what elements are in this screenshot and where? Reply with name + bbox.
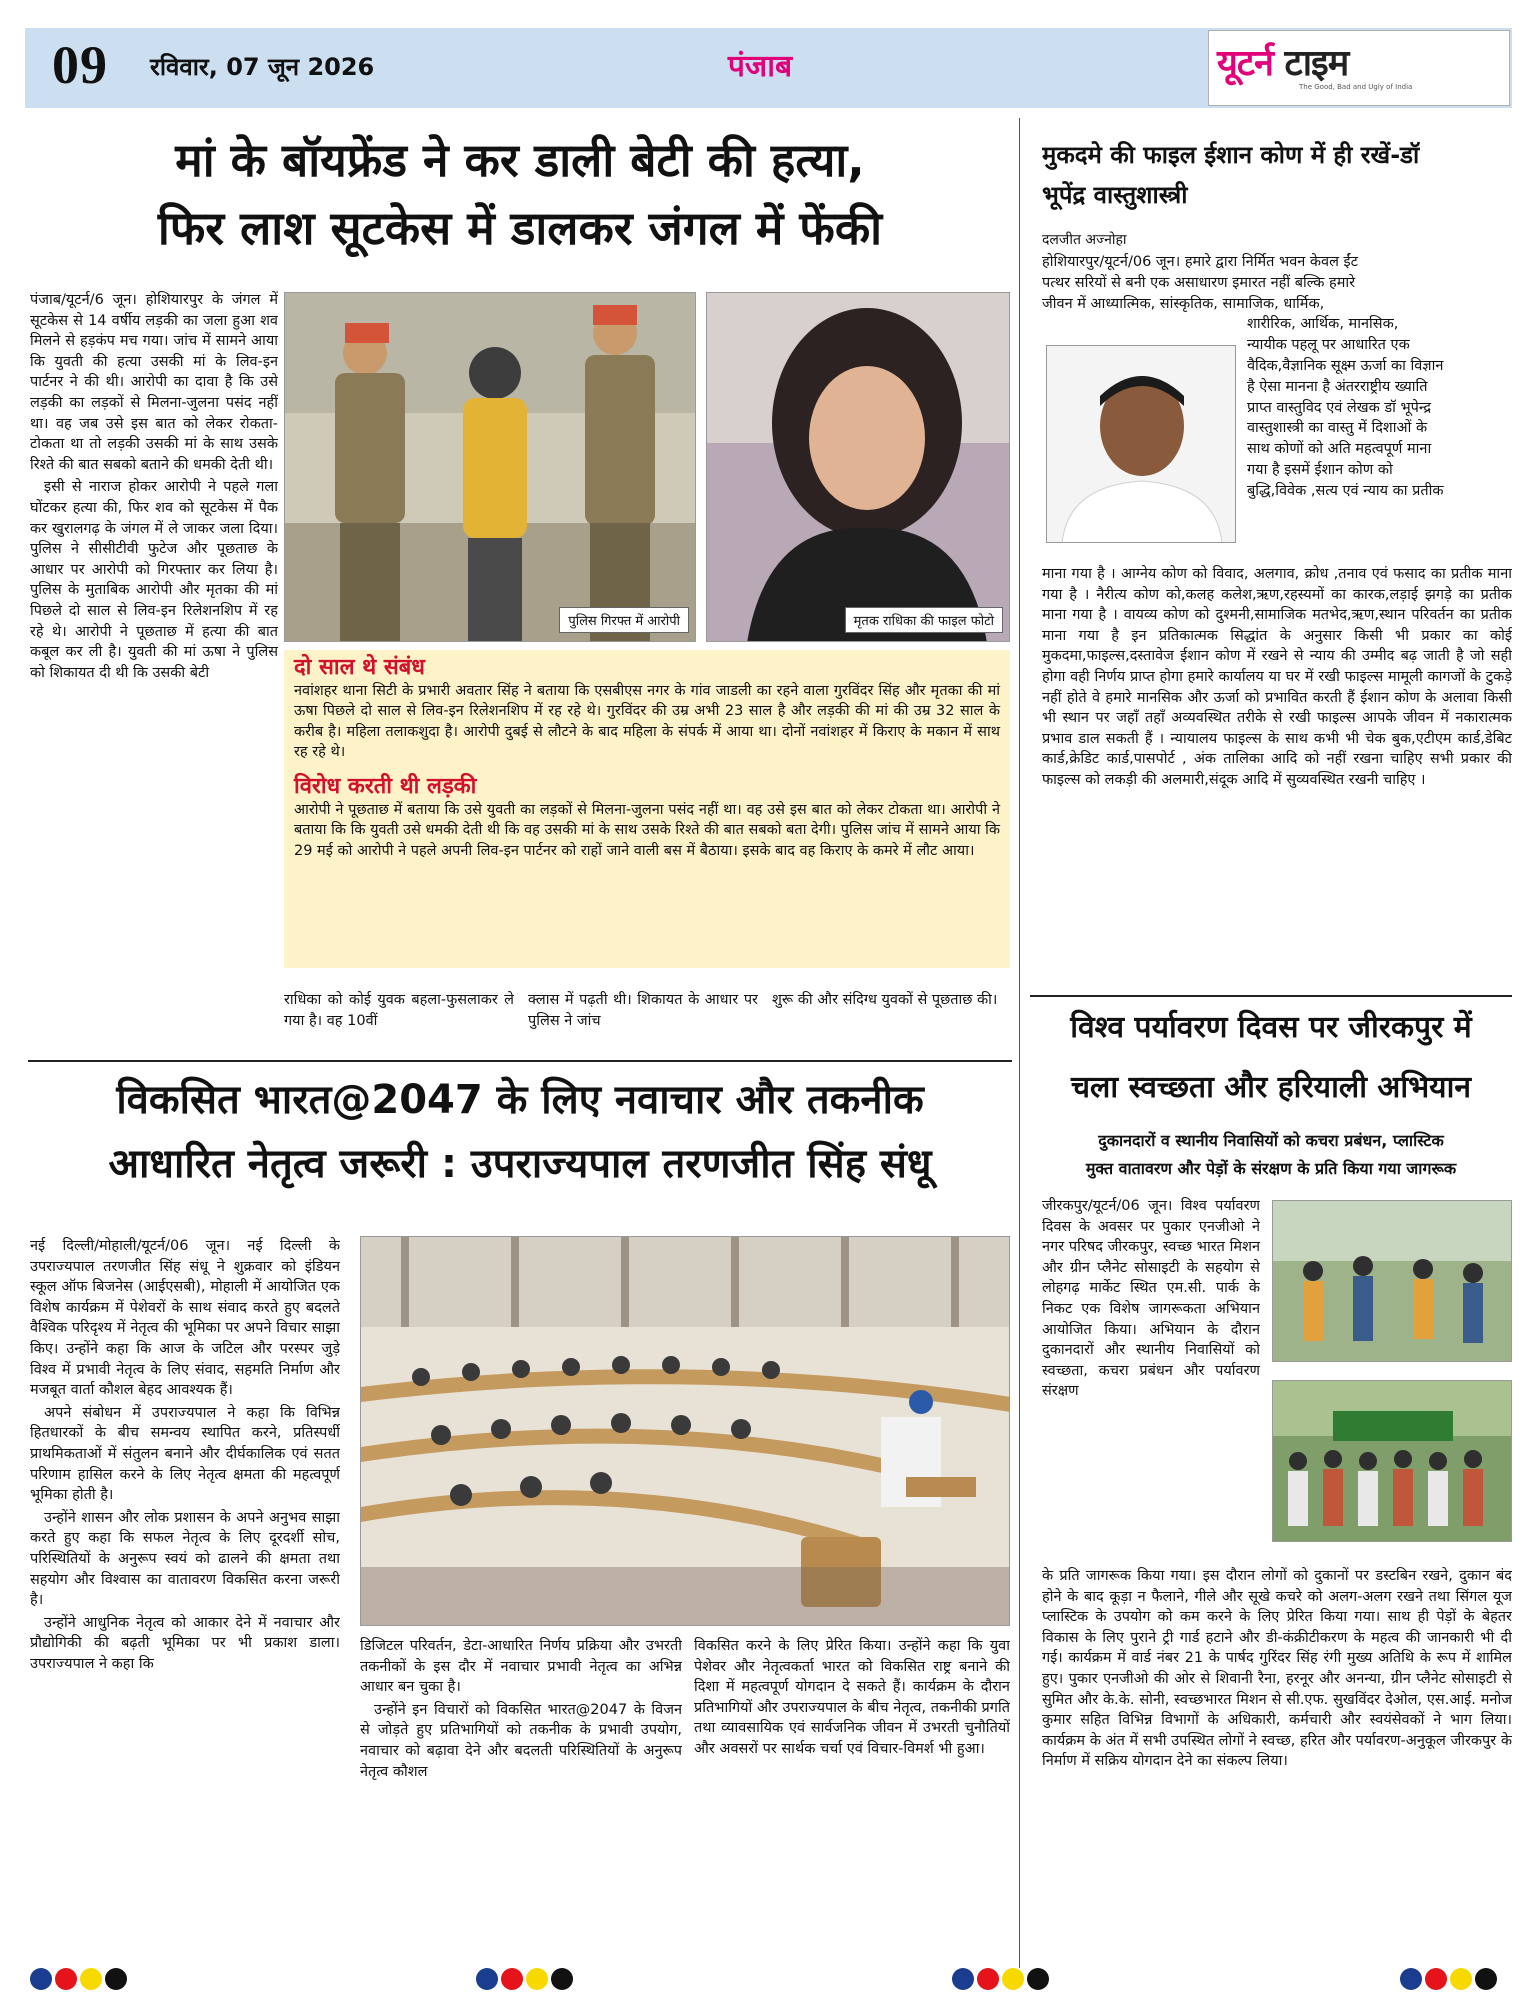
photo-zirakpur-campaign-2	[1272, 1380, 1512, 1542]
story4-narrow-column: जीरकपुर/यूटर्न/06 जून। विश्व पर्यावरण दिवस के अवसर पर पुकार एनजीओ ने नगर परिषद जीरकपुर, स्वच्छ भारत मिशन और ग्रीन प्लैनेट सोसाइटी के सहयोग से लोहगढ़ मार्केट स्थित एम.सी. पार्क के निकट एक विशेष जागरूकता अभियान आयोजित किया। अभियान के दौरान दुकानदारों और स्थानीय निवासियों को स्वच्छता, कचरा प्रबंधन और पर्यावरण संरक्षण	[1042, 1198, 1260, 1400]
story1-continuation-col: राधिका को कोई युवक बहला-फुसलाकर ले गया है। वह 10वीं	[284, 992, 514, 1029]
story4-subheadline-line2: मुक्त वातावरण और पेड़ों के संरक्षण के प्रति किया गया जागरूक	[1085, 1159, 1457, 1178]
story3-text-column	[694, 1636, 1010, 1946]
story2-line: वास्तुशास्त्री का वास्तु में दिशाओं के	[1247, 420, 1428, 437]
story4-headline-line2: चला स्वच्छता और हरियाली अभियान	[1070, 1070, 1472, 1105]
photo-isb-event-image	[361, 1237, 1010, 1626]
color-dot	[526, 1968, 548, 1990]
story3-paragraph: डिजिटल परिवर्तन, डेटा-आधारित निर्णय प्रक्रिया और उभरती तकनीकों के इस दौर में नवाचार प्रभावी नेतृत्व का अभिन्न आधार बन चुका है।	[360, 1638, 682, 1696]
story2-headline-line1: मुकदमे की फाइल ईशान कोण में ही रखें-डॉ	[1042, 141, 1420, 169]
story3-headline-line2: आधारित नेतृत्व जरूरी : उपराज्यपाल तरणजीत सिंह संधू	[108, 1141, 932, 1187]
story2-line: वैदिक,वैज्ञानिक सूक्ष्म ऊर्जा का विज्ञान	[1247, 357, 1444, 374]
footer-color-dots	[476, 1968, 573, 1990]
story1-continuation-col: क्लास में पढ़ती थी। शिकायत के आधार पर पुलिस ने जांच	[528, 992, 758, 1029]
story2-line: न्यायीक पहलू पर आधारित एक	[1247, 337, 1410, 354]
story2-line: जीवन में आध्यात्मिक, सांस्कृतिक, सामाजिक, धार्मिक,	[1042, 295, 1325, 312]
story2-body: माना गया है । आग्नेय कोण को विवाद, अलगाव, क्रोध ,तनाव एवं फसाद का प्रतीक माना गया है । नैरीत्य कोण को,कलह कलेश,ऋण,रहस्यमों का कारक,लड़ाई झगड़े का प्रतीक माना गया है । वायव्य कोण को दुश्मनी,सामाजिक मतभेद,ऋण,स्थान परिवर्तन का प्रतीक माना गया है इन प्रतिकात्मक सिद्धांत के अनुसार किसी भी प्रकार का कोई मुकदमा,फाइल्स,दस्तावेज ईशान कोण में रखने से न्याय की उम्मीद बढ़ जाती है जो सही होगा वही निर्णय प्राप्त होगा हमारे कार्यालय या घर में रखी फाइल्स मामूली कागजों के टुकड़े नहीं होते वे हमारे मानसिक और ऊर्जा को प्रभावित करती हैं ईशान कोण के अलावा किसी भी स्थान पर जहाँ तहाँ अव्यवस्थित तरीके से रखी फाइल्स आपके जीवन में नकारात्मक प्रभाव डाल सकती हैं । न्यायालय फाइल्स के साथ कभी भी चेक बुक,एटीएम कार्ड,डेबिट कार्ड,क्रेडिट कार्ड,पासपोर्ट , अंक तालिका आदि को नहीं रखना चाहिए सभी प्रकार की फाइल्स को लकड़ी की अलमारी,संदूक आदि में सुव्यवस्थित रखनी चाहिए ।	[1042, 566, 1512, 788]
story2-line: शारीरिक, आर्थिक, मानसिक,	[1247, 316, 1399, 333]
story2-line: गया है इसमें ईशान कोण को	[1247, 461, 1393, 478]
column-divider	[1019, 118, 1020, 1968]
color-dot	[952, 1968, 974, 1990]
footer-color-dots	[1400, 1968, 1497, 1990]
story1-text-column	[30, 290, 278, 1048]
story2-line: है ऐसा मानना है अंतरराष्ट्रीय ख्याति	[1247, 378, 1428, 395]
story3-text-column	[30, 1236, 340, 1946]
story1-headline-line2: फिर लाश सूटकेस में डालकर जंगल में फेंकी	[157, 201, 883, 255]
color-dot	[551, 1968, 573, 1990]
story1-paragraph: पंजाब/यूटर्न/6 जून। होशियारपुर के जंगल में सूटकेस से 14 वर्षीय लड़की का जला हुआ शव मिलने से हड़कंप मच गया। जांच में सामने आया कि युवती की हत्या उसकी मां के लिव-इन पार्टनर ने की थी। आरोपी का दावा है कि उसे लड़की का लड़कों से मिलना-जुलना पसंद नहीं था। वह जब उसे इस बात को लेकर रोकता-टोकता था तो लड़की उसकी मां के साथ उसके रिश्ते की बात सबको बताने की धमकी देती थी।	[30, 292, 278, 473]
story-divider	[28, 1060, 1012, 1062]
story4-subheadline-line1: दुकानदारों व स्थानीय निवासियों को कचरा प्रबंधन, प्लास्टिक	[1098, 1131, 1444, 1150]
newspaper-logo	[1208, 30, 1510, 106]
photo-police-arrest	[284, 292, 696, 642]
campaign-photo-image	[1273, 1381, 1512, 1542]
box-subheading: दो साल थे संबंध	[294, 655, 425, 680]
photo-isb-event	[360, 1236, 1010, 1626]
box-paragraph: आरोपी ने पूछताछ में बताया कि उसे युवती का लड़कों से मिलना-जुलना पसंद नहीं था। वह उसे इस बात को लेकर टोकता था। आरोपी ने बताया कि कि युवती उसे धमकी देती थी कि वह उसकी मां के साथ उसके रिश्ते की बात सबको बता देगी। पुलिस जांच में सामने आया कि 29 मई को आरोपी ने पहले अपनी लिव-इन पार्टनर को राहों जाने वाली बस में बैठाया। इसके बाद वह किराए के कमरे में लौट आया।	[294, 801, 1000, 859]
story3-paragraph: उन्होंने शासन और लोक प्रशासन के अपने अनुभव साझा करते हुए कहा कि सफल नेतृत्व के लिए दूरदर्शी सोच, परिस्थितियों के अनुरूप स्वयं को ढालने की क्षमता तथा सहयोग और विश्वास का वातावरण विकसित करना जरूरी है।	[30, 1509, 340, 1609]
campaign-photo-image	[1273, 1201, 1512, 1362]
story2-line: साथ कोणों को अति महत्वपूर्ण माना	[1247, 441, 1432, 458]
story3-paragraph: उन्होंने इन विचारों को विकसित भारत@2047 के विजन से जोड़ते हुए प्रतिभागियों को तकनीक के प्रभावी उपयोग, नवाचार को बढ़ावा देने और बदलती परिस्थितियों के अनुरूप नेतृत्व कौशल	[360, 1701, 682, 1780]
story1-continuation-col: शुरू की और संदिग्ध युवकों से पूछताछ की।	[772, 992, 998, 1008]
color-dot	[105, 1968, 127, 1990]
color-dot	[1450, 1968, 1472, 1990]
color-dot	[1002, 1968, 1024, 1990]
story1-sidebar-box	[284, 650, 1010, 968]
photo-victim-image	[707, 293, 1010, 642]
story2-line: होशियारपुर/यूटर्न/06 जून। हमारे द्वारा निर्मित भवन केवल ईंट	[1042, 254, 1358, 270]
story2-headline-line2: भूपेंद्र वास्तुशास्त्री	[1042, 181, 1188, 209]
story3-headline-line1: विकसित भारत@2047 के लिए नवाचार और तकनीक	[116, 1077, 924, 1123]
color-dot	[1475, 1968, 1497, 1990]
box-paragraph: नवांशहर थाना सिटी के प्रभारी अवतार सिंह ने बताया कि एसबीएस नगर के गांव जाडली का रहने वाला गुरविंदर सिंह और मृतका की मां ऊषा पिछले दो साल से लिव-इन रिलेशनशिप में रह रहे थे। गुरविंदर की उम्र अभी 23 साल है और लड़की की मां की उम्र 32 साल के करीब है। महिला तलाकशुदा है। आरोपी दुबई से लौटने के बाद महिला के संपर्क में आया था। दोनों नवांशहर में किराए के मकान में साथ रह रहे थे।	[294, 682, 1000, 761]
story2-line: बुद्धि,विवेक ,सत्य एवं न्याय का प्रतीक	[1247, 482, 1444, 499]
portrait-image	[1047, 346, 1236, 543]
page-number: 09	[52, 35, 108, 95]
photo-zirakpur-campaign-1	[1272, 1200, 1512, 1362]
footer-color-dots	[30, 1968, 127, 1990]
story1-paragraph: इसी से नाराज होकर आरोपी ने पहले गला घोंटकर हत्या की, फिर शव को सूटकेस में पैक कर खुरालगढ़ के जंगल में ले जाकर जला दिया। पुलिस ने सीसीटीवी फुटेज और पूछताछ के आधार पर आरोपी को गिरफ्तार कर लिया है। पुलिस के मुताबिक आरोपी और मृतका की मां पिछले दो साल से लिव-इन रिलेशनशिप में रह रहे थे। आरोपी ने पूछताछ में हत्या की बात कबूल कर ली है। युवती की मां ऊषा ने पुलिस को शिकायत दी थी कि उसकी बेटी	[30, 479, 278, 681]
story3-text-column	[360, 1636, 682, 1946]
story2-byline: दलजीत अज्नोहा	[1042, 232, 1127, 248]
color-dot	[1425, 1968, 1447, 1990]
color-dot	[1400, 1968, 1422, 1990]
masthead-tagline: The Good, Bad and Ugly of India	[1299, 83, 1413, 91]
photo-dr-bhupendra	[1046, 345, 1236, 543]
section-name: पंजाब	[727, 49, 793, 84]
color-dot	[55, 1968, 77, 1990]
color-dot	[501, 1968, 523, 1990]
story-divider	[1030, 995, 1512, 997]
footer-color-dots	[952, 1968, 1049, 1990]
story3-paragraph: अपने संबोधन में उपराज्यपाल ने कहा कि विभिन्न हितधारकों के बीच समन्वय स्थापित करने, प्रतिस्पर्धी प्राथमिकताओं में संतुलन बनाने और दीर्घकालिक एवं सतत परिणाम हासिल करने के लिए नेतृत्व क्षमता की महत्वपूर्ण भूमिका होती है।	[30, 1404, 340, 1504]
issue-date: रविवार, 07 जून 2026	[150, 53, 375, 81]
story1-headline-line1: मां के बॉयफ्रेंड ने कर डाली बेटी की हत्या,	[175, 133, 865, 187]
story3-paragraph: नई दिल्ली/मोहाली/यूटर्न/06 जून। नई दिल्ली के उपराज्यपाल तरणजीत सिंह संधू ने शुक्रवार को इंडियन स्कूल ऑफ बिजनेस (आईएसबी), मोहाली में आयोजित एक विशेष कार्यक्रम में पेशेवरों के साथ संवाद करते हुए बदलते वैश्विक परिदृश्य में नेतृत्व की भूमिका पर अपने विचार साझा किए। उन्होंने कहा कि आज के जटिल और परस्पर जुड़े विश्व में प्रभावी नेतृत्व के लिए संवाद, सहमति निर्माण और मजबूत वार्ता कौशल बेहद आवश्यक हैं।	[30, 1238, 340, 1399]
story3-paragraph: उन्होंने आधुनिक नेतृत्व को आकार देने में नवाचार और प्रौद्योगिकी की बढ़ती भूमिका पर भी प्रकाश डाला। उपराज्यपाल ने कहा कि	[30, 1614, 340, 1672]
masthead-title: यूटर्न टाइम	[1217, 43, 1349, 84]
color-dot	[476, 1968, 498, 1990]
color-dot	[30, 1968, 52, 1990]
photo-victim	[706, 292, 1010, 642]
color-dot	[977, 1968, 999, 1990]
story2-line: प्राप्त वास्तुविद एवं लेखक डॉ भूपेन्द्र	[1247, 399, 1432, 416]
story4-body: के प्रति जागरूक किया गया। इस दौरान लोगों को दुकानों पर डस्टबिन रखने, दुकान बंद होने के बाद कूड़ा न फैलाने, गीले और सूखे कचरे को अलग-अलग रखने तथा सिंगल यूज प्लास्टिक के उपयोग को कम करने के लिए प्रेरित किया गया। साथ ही पेड़ों के बेहतर विकास के लिए पुराने ट्री गार्ड हटाने और डी-कंक्रीटीकरण के महत्व की जानकारी भी दी गई। कार्यक्रम में वार्ड नंबर 21 के पार्षद गुरिंदर सिंह रंगी मुख्य अतिथि के रूप में शामिल हुए। पुकार एनजीओ की ओर से शिवानी रैना, हरनूर और अनन्या, ग्रीन प्लैनेट सोसाइटी से सुमित और के.के. सोनी, स्वच्छभारत मिशन से सी.एफ. सुखविंदर देओल, एस.आई. मनोज कुमार सहित विभिन्न विभागों के अधिकारी, कर्मचारी और स्वयंसेवकों ने भाग लिया। कार्यक्रम के अंत में सभी उपस्थित लोगों ने स्वच्छ, हरित और पर्यावरण-अनुकूल जीरकपुर के निर्माण में सक्रिय योगदान देने का संकल्प लिया।	[1042, 1568, 1512, 1770]
story3-paragraph: विकसित करने के लिए प्रेरित किया। उन्होंने कहा कि युवा पेशेवर और नेतृत्वकर्ता भारत को विकसित राष्ट्र बनाने की दिशा में महत्वपूर्ण योगदान दे सकते हैं। कार्यक्रम के दौरान प्रतिभागियों और उपराज्यपाल के बीच नेतृत्व, तकनीकी प्रगति तथा व्यावसायिक एवं सार्वजनिक जीवन में उभरती चुनौतियों और अवसरों पर सार्थक चर्चा एवं विचार-विमर्श भी हुआ।	[694, 1638, 1010, 1757]
box-subheading: विरोध करती थी लड़की	[294, 773, 477, 799]
photo-police-arrest-image	[285, 293, 696, 642]
color-dot	[80, 1968, 102, 1990]
photo-caption: मृतक राधिका की फाइल फोटो	[845, 607, 1003, 633]
color-dot	[1027, 1968, 1049, 1990]
story2-line: पत्थर सरियों से बनी एक असाधारण इमारत नहीं बल्कि हमारे	[1042, 274, 1356, 291]
story4-headline-line1: विश्व पर्यावरण दिवस पर जीरकपुर में	[1070, 1010, 1472, 1045]
photo-caption: पुलिस गिरफ्त में आरोपी	[559, 607, 689, 633]
